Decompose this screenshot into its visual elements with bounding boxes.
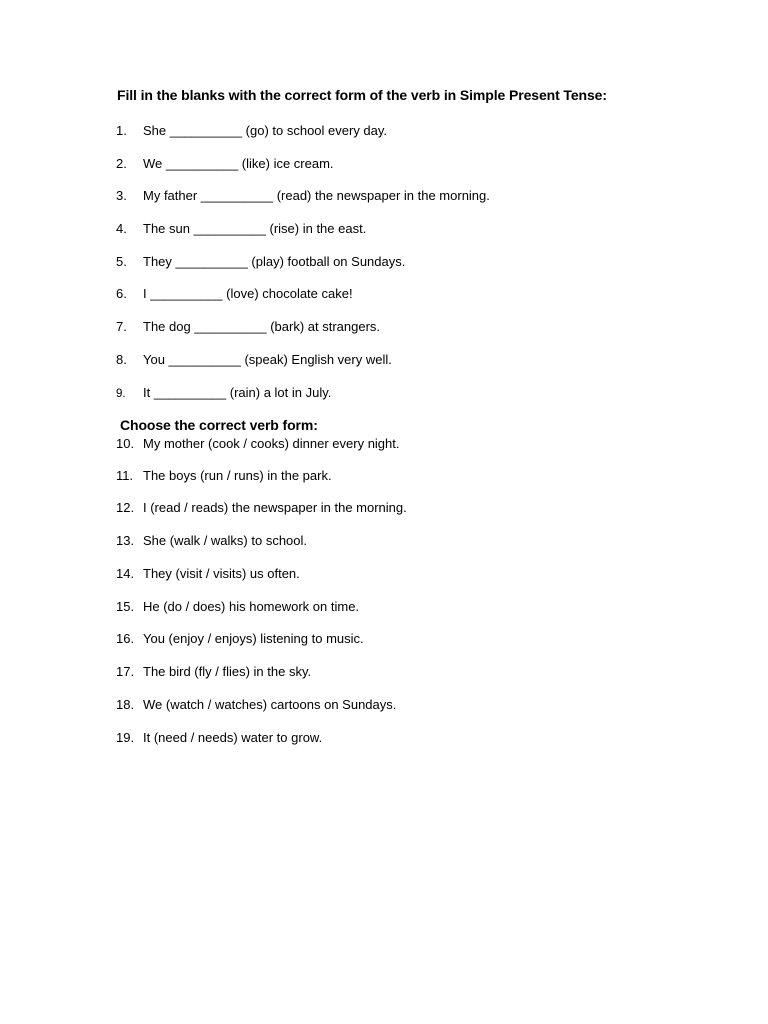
item-number: 9.: [116, 388, 126, 400]
item-text: The boys (run / runs) in the park.: [143, 468, 332, 483]
item-number: 3.: [116, 188, 127, 203]
item-text: We (watch / watches) cartoons on Sundays.: [143, 697, 397, 712]
section-heading-choose-verb: Choose the correct verb form:: [120, 417, 318, 433]
item-text: The dog __________ (bark) at strangers.: [143, 319, 381, 334]
item-text: They (visit / visits) us often.: [143, 566, 300, 581]
item-number: 13.: [116, 533, 135, 548]
item-number: 15.: [116, 599, 135, 614]
item-number: 11.: [116, 468, 134, 483]
item-text: It __________ (rain) a lot in July.: [143, 385, 332, 400]
item-text: The bird (fly / flies) in the sky.: [143, 664, 312, 679]
item-text: She (walk / walks) to school.: [143, 533, 308, 548]
item-number: 7.: [116, 319, 127, 334]
item-number: 10.: [116, 436, 135, 451]
item-number: 1.: [116, 123, 127, 138]
item-number: 2.: [116, 156, 127, 171]
item-number: 5.: [116, 254, 127, 269]
item-text: You __________ (speak) English very well.: [143, 352, 392, 367]
section-heading-fill-in-blanks: Fill in the blanks with the correct form of the verb in Simple Present Tense:: [117, 87, 607, 103]
item-text: You (enjoy / enjoys) listening to music.: [143, 631, 364, 646]
item-text: My father __________ (read) the newspaper in the morning.: [143, 188, 490, 203]
item-number: 19.: [116, 730, 135, 745]
item-number: 6.: [116, 286, 127, 301]
item-text: I __________ (love) chocolate cake!: [143, 286, 353, 301]
item-text: My mother (cook / cooks) dinner every night.: [143, 436, 400, 451]
item-text: We __________ (like) ice cream.: [143, 156, 334, 171]
item-text: He (do / does) his homework on time.: [143, 599, 360, 614]
item-text: They __________ (play) football on Sundays.: [143, 254, 406, 269]
item-text: I (read / reads) the newspaper in the morning.: [143, 500, 407, 515]
item-text: It (need / needs) water to grow.: [143, 730, 323, 745]
item-number: 17.: [116, 664, 135, 679]
item-number: 16.: [116, 631, 135, 646]
item-text: She __________ (go) to school every day.: [143, 123, 388, 138]
item-number: 14.: [116, 566, 135, 581]
item-number: 18.: [116, 697, 135, 712]
item-text: The sun __________ (rise) in the east.: [143, 221, 367, 236]
item-number: 4.: [116, 221, 127, 236]
item-number: 12.: [116, 500, 135, 515]
item-number: 8.: [116, 352, 127, 367]
